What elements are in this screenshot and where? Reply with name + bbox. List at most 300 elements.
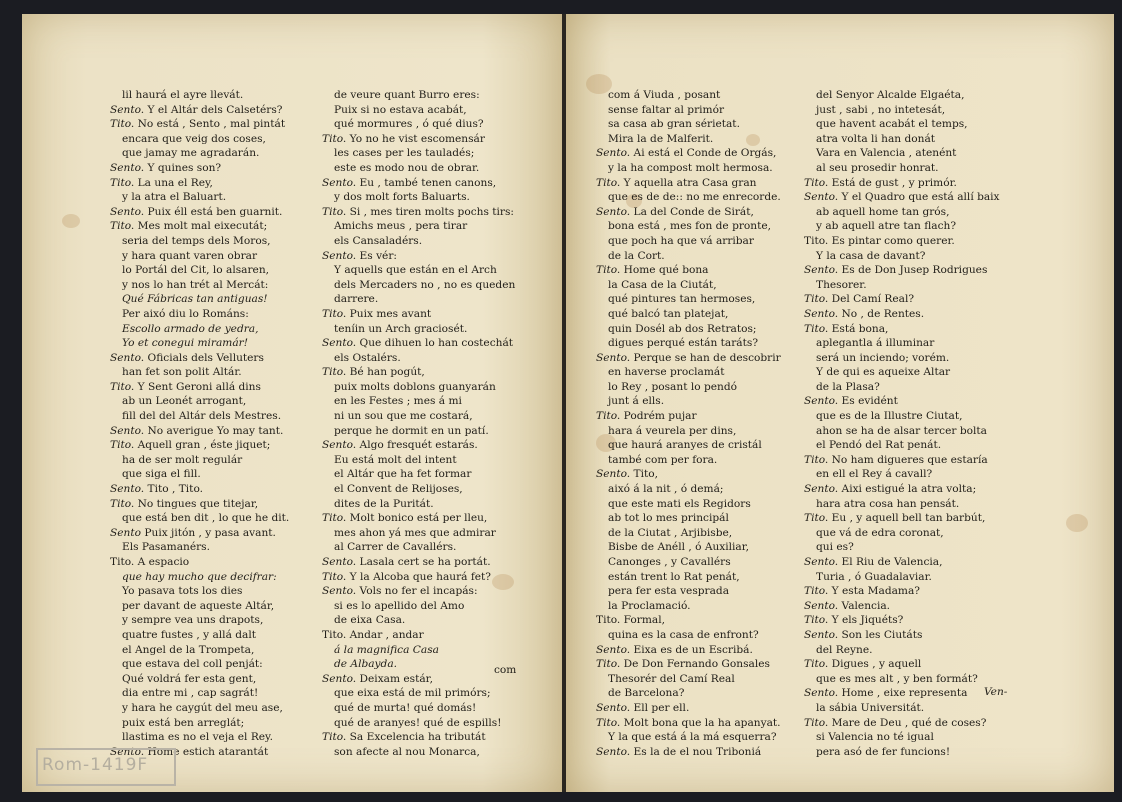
line-text: Es la de el nou Triboniá <box>630 745 762 758</box>
line-text: están trent lo Rat penát, <box>608 570 740 583</box>
text-line <box>110 336 289 351</box>
line-text: lo Portál del Cit, lo alsaren, <box>122 264 270 277</box>
line-text: que es mes alt , y ben formát? <box>816 672 978 685</box>
left-column-1 <box>110 88 289 759</box>
speaker-label: Sento. <box>110 424 145 437</box>
text-line <box>322 555 515 570</box>
text-line <box>110 453 289 468</box>
text-line <box>804 117 1000 132</box>
line-text: en les Festes ; mes á mi <box>334 395 462 408</box>
line-text: Per aixó diu lo Románs: <box>122 307 249 320</box>
text-line <box>596 263 781 278</box>
line-text: de la Ciutat , Arjibisbe, <box>608 526 733 539</box>
text-line <box>322 643 515 658</box>
line-text: ni un sou que me costará, <box>334 410 473 423</box>
line-text: hara á veurela per dins, <box>608 424 737 437</box>
text-line <box>596 278 781 293</box>
text-line <box>322 497 515 512</box>
speaker-label: Sento. <box>804 628 839 641</box>
line-text: Y els Jiquéts? <box>828 614 904 627</box>
text-line <box>110 249 289 264</box>
text-line <box>110 540 289 555</box>
line-text: Vara en Valencia , atenént <box>816 147 957 160</box>
line-text: quin Dosél ab dos Retratos; <box>608 322 757 335</box>
line-text: mes ahon yá mes que admirar <box>334 526 496 539</box>
line-text: No , de Rentes. <box>838 307 925 320</box>
text-line <box>804 322 1000 337</box>
line-text: Amichs meus , pera tirar <box>334 220 468 233</box>
text-line <box>110 643 289 658</box>
text-line <box>110 701 289 716</box>
text-line <box>110 657 289 672</box>
text-line <box>596 716 781 731</box>
line-text: Qué voldrá fer esta gent, <box>122 672 257 685</box>
line-text: de la Plasa? <box>816 380 880 393</box>
left-column-2 <box>322 88 515 759</box>
text-line <box>804 409 1000 424</box>
text-line <box>110 365 289 380</box>
text-line <box>110 467 289 482</box>
line-text: Algo fresquét estarás. <box>356 439 478 452</box>
line-text: Molt bona que la ha apanyat. <box>620 716 781 729</box>
text-line <box>596 103 781 118</box>
speaker-label: Sento. <box>804 395 839 408</box>
line-text: Mare de Deu , qué de coses? <box>828 716 987 729</box>
line-text: pera fer esta vesprada <box>608 585 730 598</box>
text-line <box>596 176 781 191</box>
line-text: sense faltar al primór <box>608 103 725 116</box>
line-text: qué de murta! qué domás! <box>334 701 477 714</box>
speaker-label: Tito. <box>322 205 347 218</box>
line-text: com á Viuda , posant <box>608 89 721 101</box>
text-line <box>596 657 781 672</box>
line-text: dites de la Puritát. <box>334 497 434 510</box>
line-text: llastima es no el veja el Rey. <box>122 731 274 744</box>
text-line <box>804 570 1000 585</box>
line-text: No averigue Yo may tant. <box>144 424 284 437</box>
line-text: Molt bonico está per lleu, <box>346 512 488 525</box>
text-line <box>110 190 289 205</box>
text-line <box>804 686 1000 701</box>
line-text: Aquell gran , éste jiquet; <box>134 439 271 452</box>
line-text: Y aquells que están en el Arch <box>334 264 497 277</box>
line-text: Turia , ó Guadalaviar. <box>816 570 932 583</box>
text-line <box>110 526 289 541</box>
text-line <box>110 438 289 453</box>
line-text: y dos molt forts Baluarts. <box>334 191 470 204</box>
text-line <box>804 278 1000 293</box>
text-line <box>596 570 781 585</box>
text-line <box>110 497 289 512</box>
speaker-label: Tito. <box>804 716 829 729</box>
text-line <box>322 161 515 176</box>
speaker-label: Sento. <box>804 687 839 700</box>
speaker-label: Sento. <box>596 701 631 714</box>
text-line <box>596 322 781 337</box>
speaker-label: Sento. <box>804 191 839 204</box>
line-text: Digues , y aquell <box>828 658 922 671</box>
text-line <box>322 380 515 395</box>
text-line <box>322 599 515 614</box>
text-line <box>596 526 781 541</box>
speaker-label: Sento. <box>322 672 357 685</box>
text-line <box>596 161 781 176</box>
line-text: Aixi estigué la atra volta; <box>838 483 977 496</box>
text-line <box>596 497 781 512</box>
text-line <box>110 672 289 687</box>
line-text: quatre fustes , y allá dalt <box>122 628 256 641</box>
text-line <box>322 657 515 672</box>
text-line <box>804 467 1000 482</box>
text-line <box>596 613 781 628</box>
text-line <box>322 438 515 453</box>
line-text: Canonges , y Cavallérs <box>608 556 731 568</box>
line-text: ha de ser molt regulár <box>122 453 243 466</box>
line-text: aixó á la nit , ó demá; <box>608 483 724 496</box>
text-line <box>322 132 515 147</box>
text-line <box>596 365 781 380</box>
text-line <box>596 249 781 264</box>
left-page <box>22 14 564 792</box>
text-line <box>596 394 781 409</box>
line-text: No ham digueres que estaría <box>828 453 988 466</box>
text-line <box>110 599 289 614</box>
line-text: del Senyor Alcalde Elgaéta, <box>816 89 965 101</box>
text-line <box>110 205 289 220</box>
speaker-label: Tito. <box>596 410 621 423</box>
line-text: y la atra el Baluart. <box>122 191 227 204</box>
line-text: Mira la de Malferit. <box>608 132 714 145</box>
line-text: quina es la casa de enfront? <box>608 628 759 641</box>
line-text: que es de la Illustre Ciutat, <box>816 410 963 423</box>
line-text: ab un Leonét arrogant, <box>122 395 247 408</box>
text-line <box>322 409 515 424</box>
speaker-label: Tito. <box>322 570 347 583</box>
text-line <box>322 336 515 351</box>
text-line <box>110 482 289 497</box>
line-text: darrere. <box>334 293 379 306</box>
library-stamp: Rom-1419F <box>36 748 176 786</box>
line-text: lil haurá el ayre llevát. <box>122 89 244 101</box>
left-catchword: com <box>494 664 517 676</box>
text-line <box>110 394 289 409</box>
line-text: que vá de edra coronat, <box>816 526 944 539</box>
speaker-label: Sento. <box>110 205 145 218</box>
text-line <box>596 380 781 395</box>
text-line <box>596 336 781 351</box>
line-text: que este mati els Regidors <box>608 497 751 510</box>
line-text: No tingues que titejar, <box>134 497 259 510</box>
text-line <box>110 584 289 599</box>
line-text: la Proclamació. <box>608 599 691 612</box>
speaker-label: Sento. <box>596 745 631 758</box>
line-text: Que dihuen lo han costechát <box>356 337 514 350</box>
line-text: El Riu de Valencia, <box>838 556 943 568</box>
speaker-label: Sento. <box>804 483 839 496</box>
text-line <box>322 730 515 745</box>
line-text: de Albayda. <box>334 658 398 671</box>
line-text: Sa Excelencia ha tributát <box>346 731 486 744</box>
text-line <box>804 307 1000 322</box>
speaker-label: Sento. <box>804 556 839 568</box>
line-text: el Pendó del Rat penát. <box>816 439 942 452</box>
text-line <box>110 380 289 395</box>
right-column-2 <box>804 88 1000 759</box>
line-text: Eu , també tenen canons, <box>356 176 497 189</box>
line-text: també com per fora. <box>608 453 718 466</box>
text-line <box>322 672 515 687</box>
line-text: Puix mes avant <box>346 307 432 320</box>
speaker-label: Sento. <box>596 468 631 481</box>
text-line <box>110 628 289 643</box>
line-text: dia entre mi , cap sagrát! <box>122 687 259 700</box>
text-line <box>322 205 515 220</box>
text-line <box>596 745 781 760</box>
text-line <box>110 716 289 731</box>
line-text: Thesorer. <box>816 278 867 291</box>
text-line <box>322 701 515 716</box>
speaker-label: Tito. <box>110 497 135 510</box>
text-line <box>804 234 1000 249</box>
text-line <box>322 234 515 249</box>
text-line <box>110 292 289 307</box>
line-text: en haverse proclamát <box>608 366 725 379</box>
text-line <box>804 555 1000 570</box>
text-line <box>596 686 781 701</box>
speaker-label: Tito. <box>322 366 347 379</box>
text-line <box>596 205 781 220</box>
line-text: este es modo nou de obrar. <box>334 161 480 174</box>
line-text: si Valencia no té igual <box>816 731 934 744</box>
speaker-label: Tito. <box>322 132 347 145</box>
text-line <box>596 307 781 322</box>
text-line <box>596 88 781 103</box>
line-text: son afecte al nou Monarca, <box>334 745 480 758</box>
text-line <box>804 628 1000 643</box>
line-text: Y la casa de davant? <box>816 249 926 262</box>
line-text: de veure quant Burro eres: <box>334 89 480 101</box>
speaker-label: Tito. <box>322 307 347 320</box>
speaker-label: Sento. <box>804 264 839 277</box>
line-text: les cases per les tauladés; <box>334 147 475 160</box>
line-text: Puix jitón , y pasa avant. <box>141 526 276 539</box>
speaker-label: Sento. <box>596 643 631 656</box>
line-text: Yo no he vist escomensár <box>346 132 485 145</box>
text-line <box>804 351 1000 366</box>
text-line <box>804 701 1000 716</box>
line-text: ab tot lo mes principál <box>608 512 729 525</box>
line-text: Y aquella atra Casa gran <box>620 176 757 189</box>
right-page <box>566 14 1114 792</box>
line-text: Lasala cert se ha portát. <box>356 556 491 568</box>
right-column-1 <box>596 88 781 759</box>
line-text: Y Sent Geroni allá dins <box>134 380 261 393</box>
speaker-label: Tito. <box>110 176 135 189</box>
line-text: lo Rey , posant lo pendó <box>608 380 737 393</box>
text-line <box>804 438 1000 453</box>
line-text: Está de gust , y primór. <box>828 176 957 189</box>
text-line <box>804 643 1000 658</box>
line-text: La del Conde de Sirát, <box>630 205 754 218</box>
line-text: qué balcó tan platejat, <box>608 307 729 320</box>
speaker-label: Tito. <box>110 380 135 393</box>
text-line <box>322 307 515 322</box>
text-line <box>322 453 515 468</box>
speaker-label: Tito. <box>804 512 829 525</box>
text-line <box>322 103 515 118</box>
line-text: á la magnifica Casa <box>334 643 439 656</box>
line-text: que haurá aranyes de cristál <box>608 439 762 452</box>
line-text: Y la que está á la má esquerra? <box>608 731 777 744</box>
text-line <box>322 351 515 366</box>
text-line <box>596 453 781 468</box>
line-text: Home estich atarantát <box>144 745 269 758</box>
line-text: y hara quant varen obrar <box>122 249 258 262</box>
text-line <box>110 146 289 161</box>
text-line <box>322 467 515 482</box>
text-line <box>322 117 515 132</box>
text-line <box>804 745 1000 760</box>
line-text: Está bona, <box>828 322 889 335</box>
text-line <box>804 453 1000 468</box>
text-line <box>804 526 1000 541</box>
speaker-label: Sento. <box>110 103 145 116</box>
text-line <box>322 249 515 264</box>
speaker-label: Tito. <box>804 453 829 466</box>
line-text: que está ben dit , lo que he dit. <box>122 512 290 525</box>
text-line <box>322 146 515 161</box>
line-text: encara que veig dos coses, <box>122 132 266 145</box>
line-text: bona está , mes fon de pronte, <box>608 220 772 233</box>
line-text: ahon se ha de alsar tercer bolta <box>816 424 987 437</box>
text-line <box>804 584 1000 599</box>
line-text: Es vér: <box>356 249 397 262</box>
line-text: y ab aquell atre tan flach? <box>816 220 957 233</box>
text-line <box>322 365 515 380</box>
text-line <box>596 219 781 234</box>
speaker-label: Sento. <box>110 161 145 174</box>
text-line <box>110 424 289 439</box>
line-text: Escollo armado de yedra, <box>122 322 259 335</box>
line-text: Son les Ciutáts <box>838 628 923 641</box>
text-line <box>804 263 1000 278</box>
line-text: Si , mes tiren molts pochs tirs: <box>346 205 514 218</box>
line-text: teníin un Arch graciosét. <box>334 322 468 335</box>
line-text: qué pintures tan hermoses, <box>608 293 756 306</box>
line-text: La una el Rey, <box>134 176 213 189</box>
text-line <box>596 190 781 205</box>
line-text: puix molts doblons guanyarán <box>334 380 496 393</box>
text-line <box>110 613 289 628</box>
speaker-label: Sento. <box>804 599 839 612</box>
line-text: Vols no fer el incapás: <box>356 585 478 598</box>
text-line <box>804 511 1000 526</box>
line-text: Bé han pogút, <box>346 366 425 379</box>
text-line <box>804 336 1000 351</box>
text-line <box>322 278 515 293</box>
line-text: Y la Alcoba que haurá fet? <box>346 570 491 583</box>
line-text: atra volta li han donát <box>816 132 936 145</box>
speaker-label: Sento. <box>322 337 357 350</box>
text-line <box>804 540 1000 555</box>
text-line <box>110 686 289 701</box>
line-text: si es lo apellido del Amo <box>334 599 465 612</box>
text-line <box>804 176 1000 191</box>
text-line <box>804 730 1000 745</box>
text-line <box>596 584 781 599</box>
line-text: Y el Altár dels Calsetérs? <box>144 103 283 116</box>
right-catchword: Ven- <box>984 686 1008 698</box>
line-text: Qué Fábricas tan antiguas! <box>122 293 268 306</box>
text-line <box>110 278 289 293</box>
line-text: qué de aranyes! qué de espills! <box>334 716 502 729</box>
text-line <box>322 482 515 497</box>
text-line <box>322 322 515 337</box>
text-line <box>804 424 1000 439</box>
text-line <box>596 555 781 570</box>
text-line <box>596 511 781 526</box>
line-text: la Casa de la Ciutát, <box>608 278 717 291</box>
line-text: del Reyne. <box>816 643 873 656</box>
line-text: que es de de:: no me enrecorde. <box>608 191 781 204</box>
line-text: pera asó de fer funcions! <box>816 745 951 758</box>
line-text: Thesorér del Camí Real <box>608 672 735 685</box>
text-line <box>596 117 781 132</box>
text-line <box>322 526 515 541</box>
line-text: aplegantla á illuminar <box>816 337 935 350</box>
text-line <box>596 482 781 497</box>
text-line <box>596 351 781 366</box>
speaker-label: Tito. <box>110 220 135 233</box>
text-line <box>322 745 515 760</box>
line-text: que estava del coll penját: <box>122 658 263 671</box>
line-text: y la ha compost molt hermosa. <box>608 161 773 174</box>
line-text: Valencia. <box>838 599 891 612</box>
line-text: seria del temps dels Moros, <box>122 234 271 247</box>
speaker-label: Sento. <box>804 307 839 320</box>
speaker-label: Sento. <box>322 176 357 189</box>
line-text: que hay mucho que decifrar: <box>122 570 277 583</box>
text-line <box>804 613 1000 628</box>
speaker-label: Tito. <box>804 322 829 335</box>
speaker-label: Sento. <box>322 439 357 452</box>
line-text: al seu prosedir honrat. <box>816 161 939 174</box>
speaker-label: Tito. <box>596 716 621 729</box>
text-line <box>322 613 515 628</box>
text-line <box>322 570 515 585</box>
line-text: será un inciendo; vorém. <box>816 351 950 364</box>
speaker-label: Tito. <box>596 658 621 671</box>
line-text: Tito. Es pintar como querer. <box>804 234 955 247</box>
line-text: Del Camí Real? <box>828 293 915 306</box>
line-text: que poch ha que vá arribar <box>608 234 754 247</box>
line-text: Home qué bona <box>620 264 709 277</box>
line-text: la sábia Universitát. <box>816 701 925 714</box>
text-line <box>804 292 1000 307</box>
line-text: Home , eixe representa <box>838 687 968 700</box>
line-text: el Altár que ha fet formar <box>334 468 472 481</box>
text-line <box>804 365 1000 380</box>
text-line <box>110 176 289 191</box>
text-line <box>596 146 781 161</box>
text-line <box>804 146 1000 161</box>
line-text: y hara he caygút del meu ase, <box>122 701 283 714</box>
speaker-label: Sento. <box>596 351 631 364</box>
line-text: Ell per ell. <box>630 701 690 714</box>
text-line <box>596 438 781 453</box>
text-line <box>596 292 781 307</box>
line-text: qui es? <box>816 541 854 554</box>
